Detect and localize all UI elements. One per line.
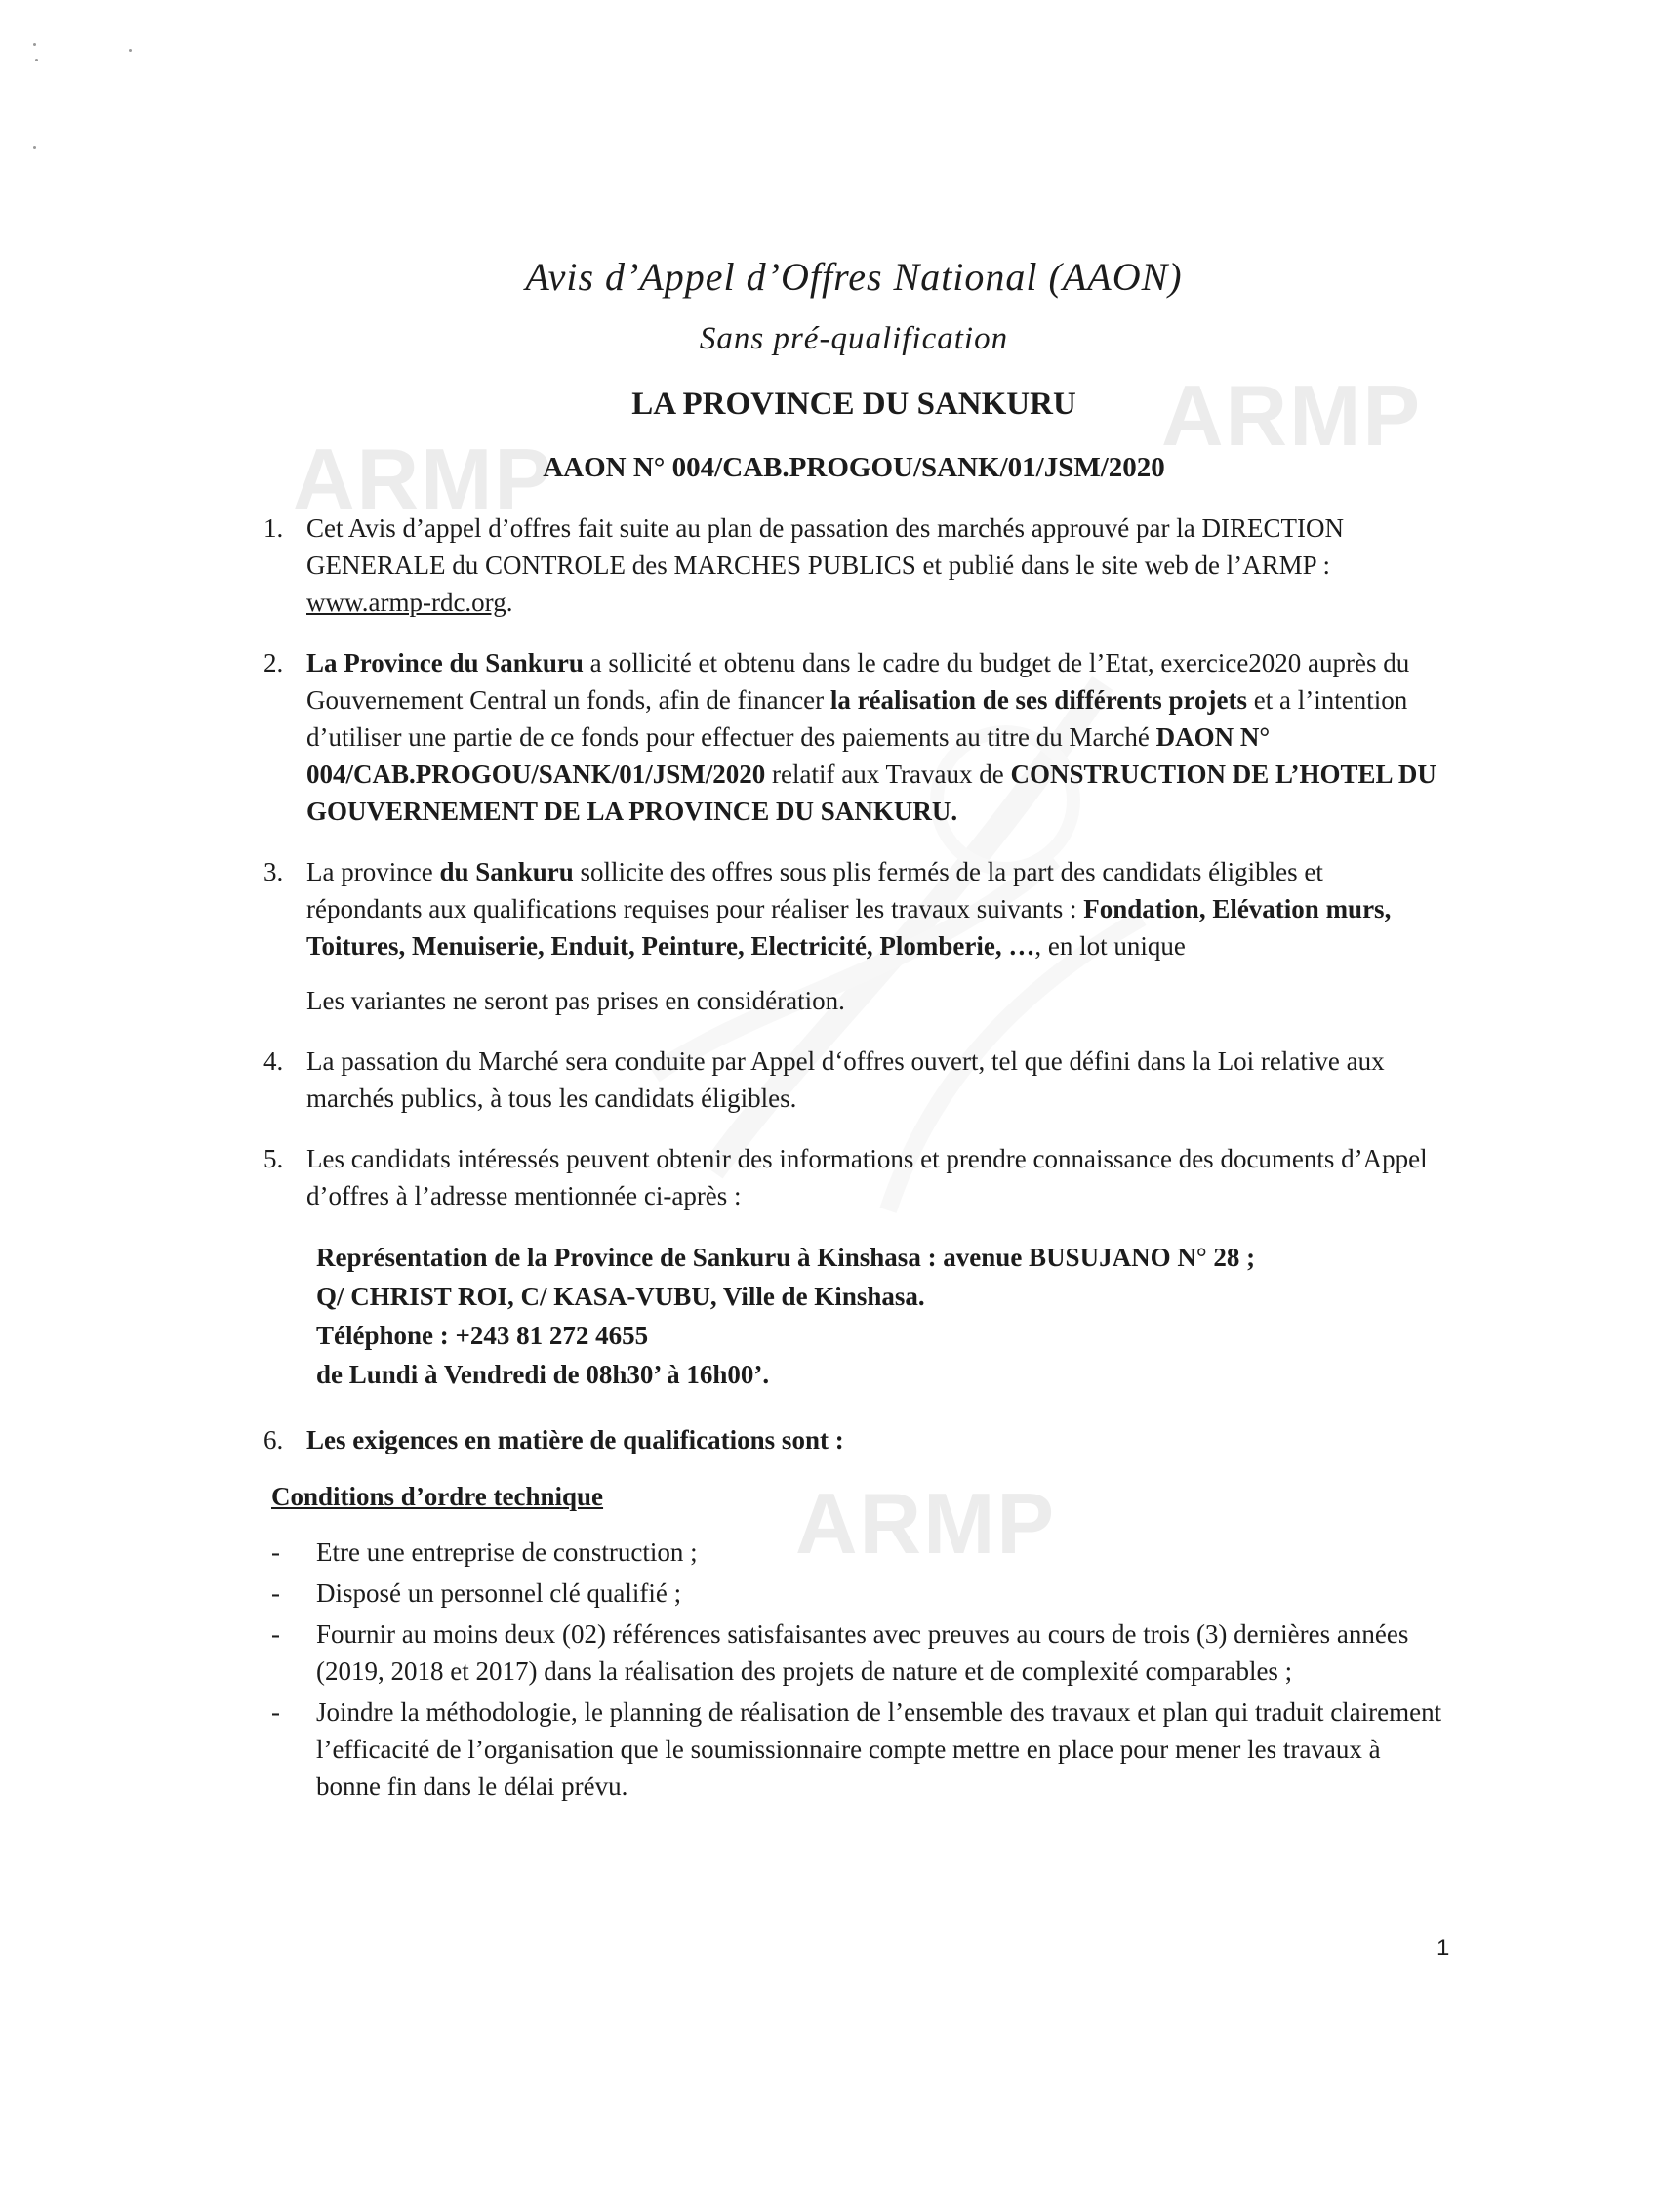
clause-text: La province xyxy=(306,857,440,886)
clause-bold: Fondation, Elévation murs, Toitures, Menuiserie, Enduit, Peinture, Electricité, Plomberie, … xyxy=(306,894,1392,961)
clause-text: sollicite des offres sous plis fermés de la part des candidats éligibles et répondants aux qualifications requises pour réaliser les travaux suivants : xyxy=(306,857,1323,923)
clause-number: 6. xyxy=(263,1425,284,1454)
clause-number: 2. xyxy=(263,648,284,677)
clause-text: . xyxy=(506,588,513,617)
clause-number: 4. xyxy=(263,1046,284,1076)
notice-title: Avis d’Appel d’Offres National (AAON) xyxy=(525,255,1183,299)
clause-text: Cet Avis d’appel d’offres fait suite au plan de passation des marchés approuvé par la DIRECTION GENERALE du CONTROLE des MARCHES PUBLICS et publié dans le site web de l’ARMP : xyxy=(306,513,1344,580)
clause-bold: La Province du Sankuru xyxy=(306,648,584,677)
list-item: - Fournir au moins deux (02) références satisfaisantes avec preuves au cours de trois (3) dernières années (2019, 2018 et 2017) dans la réalisation des projets de nature et de complexité comparables ; xyxy=(263,1616,1444,1690)
technical-conditions-heading: Conditions d’ordre technique xyxy=(271,1482,604,1511)
numbered-clauses-end xyxy=(263,1421,1444,1458)
clause-4 xyxy=(263,1043,1444,1117)
numbered-clauses xyxy=(263,510,1444,964)
watermark-armp-3: ARMP xyxy=(795,1475,1057,1572)
clause-5 xyxy=(263,1140,1444,1214)
clause-1 xyxy=(263,510,1444,621)
issuer-heading: LA PROVINCE DU SANKURU xyxy=(631,387,1076,422)
clause-text: , en lot unique xyxy=(1034,931,1186,961)
address-phone: Téléphone : +243 81 272 4655 xyxy=(316,1321,649,1350)
address-line-2: Q/ CHRIST ROI, C/ KASA-VUBU, Ville de Kinshasa. xyxy=(316,1282,925,1311)
clause-2 xyxy=(263,644,1444,830)
clause-text: Les candidats intéressés peuvent obtenir des informations et prendre connaissance des documents d’Appel d’offres à l’adresse mentionnée ci-après : xyxy=(306,1144,1428,1210)
clause-text: et a l’intention d’utiliser une partie de ce fonds pour effectuer des paiements au titre du Marché xyxy=(306,685,1408,752)
watermark-armp-1: ARMP xyxy=(293,430,554,527)
clause-text: La passation du Marché sera conduite par Appel d‘offres ouvert, tel que défini dans la Loi relative aux marchés publics, à tous les candidats éligibles. xyxy=(306,1046,1385,1113)
clause-bold: Les exigences en matière de qualifications sont : xyxy=(306,1425,844,1454)
list-item: - Joindre la méthodologie, le planning de réalisation de l’ensemble des travaux et plan qui traduit clairement l’efficacité de l’organisation que le soumissionnaire compte mettre en place pour mener les travaux à bonne fin dans le délai prévu. xyxy=(263,1694,1444,1805)
reference-heading: AAON N° 004/CAB.PROGOU/SANK/01/JSM/2020 xyxy=(543,452,1165,483)
page-number: 1 xyxy=(1436,1935,1450,1961)
watermark-armp-2: ARMP xyxy=(1161,367,1423,464)
clause-bold: CONSTRUCTION DE L’HOTEL DU GOUVERNEMENT DE LA PROVINCE DU SANKURU. xyxy=(306,759,1436,826)
list-item: - Etre une entreprise de construction ; xyxy=(263,1534,1444,1571)
address-hours: de Lundi à Vendredi de 08h30’ à 16h00’. xyxy=(316,1360,770,1389)
clause-number: 1. xyxy=(263,513,284,543)
contact-address xyxy=(316,1238,1444,1394)
list-item: - Disposé un personnel clé qualifié ; xyxy=(263,1575,1444,1612)
numbered-clauses-cont xyxy=(263,1043,1444,1214)
clause-6 xyxy=(263,1421,1444,1458)
clause-3 xyxy=(263,853,1444,964)
clause-bold: la réalisation de ses différents projets xyxy=(830,685,1248,715)
clause-bold: du Sankuru xyxy=(439,857,574,886)
address-line-1: Représentation de la Province de Sankuru à Kinshasa : avenue BUSUJANO N° 28 ; xyxy=(316,1243,1256,1272)
armp-website-link[interactable]: www.armp-rdc.org xyxy=(306,588,506,617)
notice-subtitle: Sans pré-qualification xyxy=(699,321,1009,356)
clause-text: a sollicité et obtenu dans le cadre du budget de l’Etat, exercice2020 auprès du Gouvernement Central un fonds, afin de financer xyxy=(306,648,1410,715)
clause-text: relatif aux Travaux de xyxy=(765,759,1011,789)
clause-number: 3. xyxy=(263,857,284,886)
clause-bold: DAON N° 004/CAB.PROGOU/SANK/01/JSM/2020 xyxy=(306,722,1271,789)
variants-note: Les variantes ne seront pas prises en considération. xyxy=(306,986,845,1015)
technical-conditions-list xyxy=(263,1534,1444,1805)
notice-body xyxy=(263,254,1444,1809)
clause-number: 5. xyxy=(263,1144,284,1173)
